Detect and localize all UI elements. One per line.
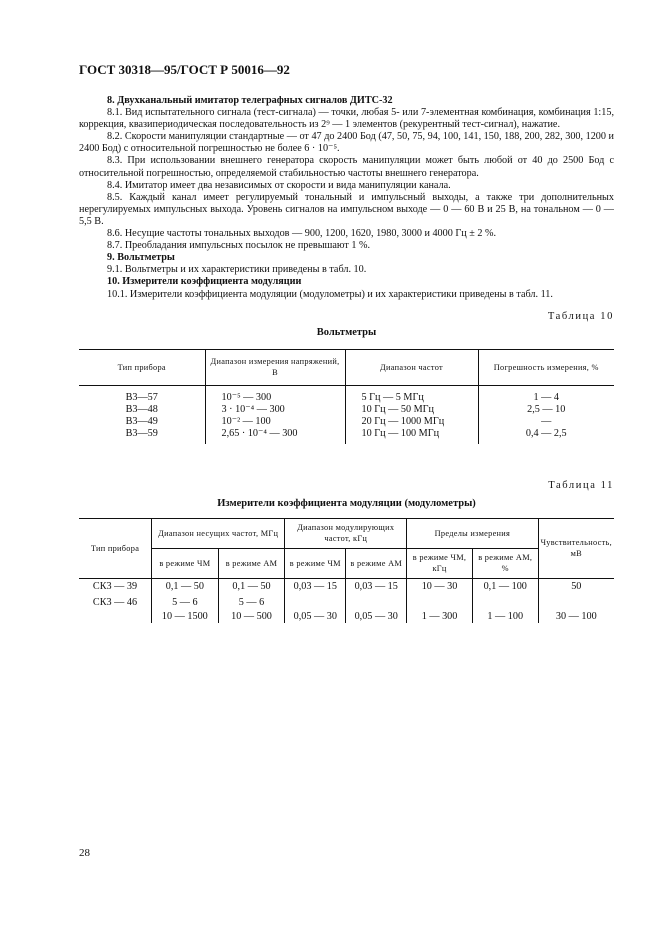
table-cell: 0,05 — 30 xyxy=(346,609,407,623)
section-8-title: 8. Двухканальный имитатор телеграфных сигналов ДИТС-32 xyxy=(107,95,393,106)
table-cell xyxy=(538,595,614,609)
table-cell: 10 — 500 xyxy=(218,609,285,623)
table-row xyxy=(79,385,614,444)
table-cell: 5 — 6 xyxy=(218,595,285,609)
table-cell-range: 2,65 · 10⁻⁴ — 300 xyxy=(221,427,298,439)
paragraph-8-6: 8.6. Несущие частоты тональных выходов — 900, 1200, 1620, 1980, 3000 и 4000 Гц ± 2 %. xyxy=(107,228,497,240)
table-cell: 5 — 6 xyxy=(152,595,219,609)
table-cell-type: В3—57 xyxy=(125,391,158,403)
table-cell-type: В3—48 xyxy=(125,403,158,415)
table-11-subheader: в режиме ЧМ xyxy=(285,548,346,578)
table-cell: 1 — 300 xyxy=(407,609,473,623)
table-cell: 0,1 — 50 xyxy=(152,578,219,595)
paragraph-10-1: 10.1. Измерители коэффициента модуляции (модулометры) и их характеристики приведены в табл. 11. xyxy=(107,288,553,300)
table-10-label: Таблица 10 xyxy=(547,310,614,322)
table-11-title: Измерители коэффициента модуляции (модулометры) xyxy=(217,497,476,509)
page-header: ГОСТ 30318—95/ГОСТ Р 50016—92 xyxy=(79,62,290,77)
table-11-header-type: Тип прибора xyxy=(79,518,152,578)
table-cell: 10 — 1500 xyxy=(152,609,219,623)
table-cell-freq: 10 Гц — 100 МГц xyxy=(361,427,440,439)
table-cell: 0,05 — 30 xyxy=(285,609,346,623)
table-11-subheader: в режиме ЧМ xyxy=(152,548,219,578)
table-11-label: Таблица 11 xyxy=(548,479,614,491)
table-cell-error: 2,5 — 10 xyxy=(527,403,566,415)
paragraph-9-1: 9.1. Вольтметры и их характеристики приведены в табл. 10. xyxy=(107,264,367,276)
paragraph-8-1: 8.1. Вид испытательного сигнала (тест-сигнала) — точки, любая 5- или 7-элементная комбинация, комбинация 1:15, коррекция, квазипериодическая последовательность из 2⁹ — 1 элементов (рекурентный тест-сигнал), нажатие. xyxy=(79,107,614,131)
table-cell: 1 — 100 xyxy=(472,609,538,623)
section-10-title: 10. Измерители коэффициента модуляции xyxy=(107,276,302,288)
table-11-subheader: в режиме АМ, % xyxy=(472,548,538,578)
table-10 xyxy=(79,349,614,444)
table-cell: 0,03 — 15 xyxy=(285,578,346,595)
table-11-subheader: в режиме АМ xyxy=(218,548,285,578)
table-10-header-range: Диапазон измерения напряжений, В xyxy=(205,349,345,385)
table-cell xyxy=(346,595,407,609)
table-11-header-modfreq: Диапазон модулирующих частот, кГц xyxy=(285,518,407,548)
table-cell: 30 — 100 xyxy=(538,609,614,623)
page-number: 28 xyxy=(79,847,90,859)
table-row xyxy=(79,609,614,623)
table-row xyxy=(79,595,614,609)
paragraph-8-4: 8.4. Имитатор имеет два независимых от скорости и вида манипуляции канала. xyxy=(107,179,451,191)
table-cell: 0,03 — 15 xyxy=(346,578,407,595)
table-cell: 0,1 — 50 xyxy=(218,578,285,595)
document-body xyxy=(79,95,614,623)
table-10-header-freq: Диапазон частот xyxy=(345,349,478,385)
table-cell-freq: 20 Гц — 1000 МГц xyxy=(361,415,445,427)
table-cell: 0,1 — 100 xyxy=(472,578,538,595)
table-cell-type: В3—49 xyxy=(125,415,158,427)
table-cell-type: В3—59 xyxy=(125,427,158,439)
table-11-subheader: в режиме АМ xyxy=(346,548,407,578)
table-11-header-limits: Пределы измерения xyxy=(407,518,538,548)
paragraph-8-2: 8.2. Скорости манипуляции стандартные — от 47 до 2400 Бод (47, 50, 75, 94, 100, 141, 150, 188, 200, 282, 300, 1200 и 2400 Бод) с относительной погрешностью не более 6 · 10⁻⁵. xyxy=(79,131,614,155)
table-cell xyxy=(285,595,346,609)
table-cell xyxy=(79,609,152,623)
table-cell: 50 xyxy=(538,578,614,595)
table-cell: СК3 — 46 xyxy=(92,597,138,609)
table-11-header-sensitivity: Чувствительность, мВ xyxy=(538,518,614,578)
table-row xyxy=(79,578,614,595)
section-9-title: 9. Вольтметры xyxy=(107,252,175,264)
table-10-header-type: Тип прибора xyxy=(79,349,205,385)
table-11-header-carrier: Диапазон несущих частот, МГц xyxy=(152,518,285,548)
table-cell xyxy=(407,595,473,609)
table-10-header-error: Погрешность измерения, % xyxy=(478,349,614,385)
table-11-subheader: в режиме ЧМ, кГц xyxy=(407,548,473,578)
table-cell xyxy=(472,595,538,609)
table-cell: 10 — 30 xyxy=(407,578,473,595)
table-cell-error: 1 — 4 xyxy=(533,391,559,403)
table-cell: СК3 — 39 xyxy=(92,580,138,592)
table-cell-range: 3 · 10⁻⁴ — 300 xyxy=(221,403,285,415)
table-cell-error: — xyxy=(541,415,552,427)
table-cell-range: 10⁻² — 100 xyxy=(221,415,271,427)
table-cell-freq: 10 Гц — 50 МГц xyxy=(361,403,434,415)
table-11 xyxy=(79,518,614,624)
table-cell-freq: 5 Гц — 5 МГц xyxy=(361,391,424,403)
paragraph-8-3: 8.3. При использовании внешнего генератора скорость манипуляции может быть любой от 40 до 2500 Бод с относительной погрешностью, определяемой стабильностью частоты внешнего генератора. xyxy=(79,155,614,179)
table-cell-error: 0,4 — 2,5 xyxy=(525,427,567,439)
paragraph-8-7: 8.7. Преобладания импульсных посылок не превышают 1 %. xyxy=(107,240,371,252)
table-10-title: Вольтметры xyxy=(316,326,377,338)
paragraph-8-5: 8.5. Каждый канал имеет регулируемый тональный и импульсный выходы, а также три дополнительных нерегулируемых импульсных выхода. Уровень сигналов на импульсном выходе — 0 — 60 В и 25 В, на тональном — 0 — 5,5 В. xyxy=(79,191,614,227)
table-cell-range: 10⁻⁵ — 300 xyxy=(221,391,272,403)
